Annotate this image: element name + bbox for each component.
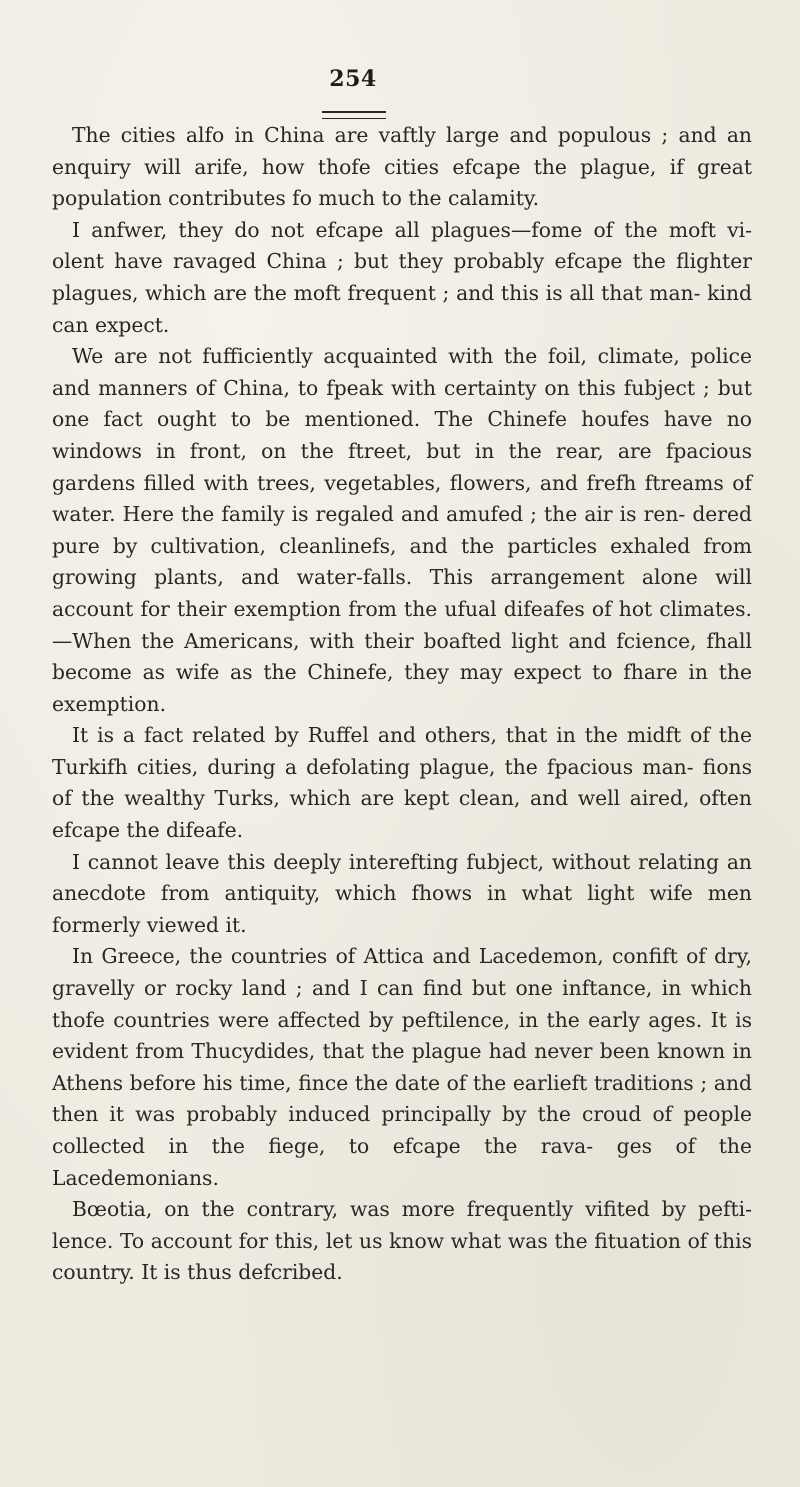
- body-text: [52, 120, 752, 1289]
- paragraph-7: Bœotia, on the contrary, was more frequently vifited by pefti- lence. To account for this, let us know what was the fituation of this country. It is thus defcribed.: [52, 1197, 752, 1285]
- paragraph-5: I cannot leave this deeply interefting fubject, without relating an anecdote from antiquity, which fhows in what light wife men formerly viewed it.: [52, 849, 752, 937]
- paragraph-6: In Greece, the countries of Attica and Lacedemon, confift of dry, gravelly or rocky land ; and I can find but one inftance, in which thofe countries were affected by peftilence, in the early ages. It is evident from Thucydides, that the plague had never been known in Athens before his time, fince the date of the earlieft traditions ; and then it was probably induced principally by the croud of people collected in the fiege, to efcape the rava- ges of the Lacedemonians.: [52, 944, 752, 1190]
- paragraph-4: It is a fact related by Ruffel and others, that in the midft of the Turkifh cities, during a defolating plague, the fpacious man- fions of the wealthy Turks, which are kept clean, and well aired, often efcape the difeafe.: [52, 723, 752, 843]
- paragraph-1: The cities alfo in China are vaftly large and populous ; and an enquiry will arife, how thofe cities efcape the plague, if great population contributes fo much to the calamity.: [52, 123, 752, 211]
- paragraph-2: I anfwer, they do not efcape all plagues—fome of the moft vi- olent have ravaged China ; but they probably efcape the flighter plagues, which are the moft frequent ; and this is all that man- kind can expect.: [52, 217, 752, 337]
- page-number: 254: [329, 66, 377, 92]
- header-rule: [322, 111, 386, 119]
- paragraph-3: We are not fufficiently acquainted with the foil, climate, police and manners of China, to fpeak with certainty on this fubject ; but one fact ought to be mentioned. The Chinefe houfes have no windows in front, on the ftreet, but in the rear, are fpacious gardens filled with trees, vegetables, flowers, and frefh ftreams of water. Here the family is regaled and amufed ; the air is ren- dered pure by cultivation, cleanlinefs, and the particles exhaled from growing plants, and water-falls. This arrangement alone will account for their exemption from the ufual difeafes of hot climates.—When the Americans, with their boafted light and fcience, fhall become as wife as the Chinefe, they may expect to fhare in the exemption.: [52, 344, 752, 716]
